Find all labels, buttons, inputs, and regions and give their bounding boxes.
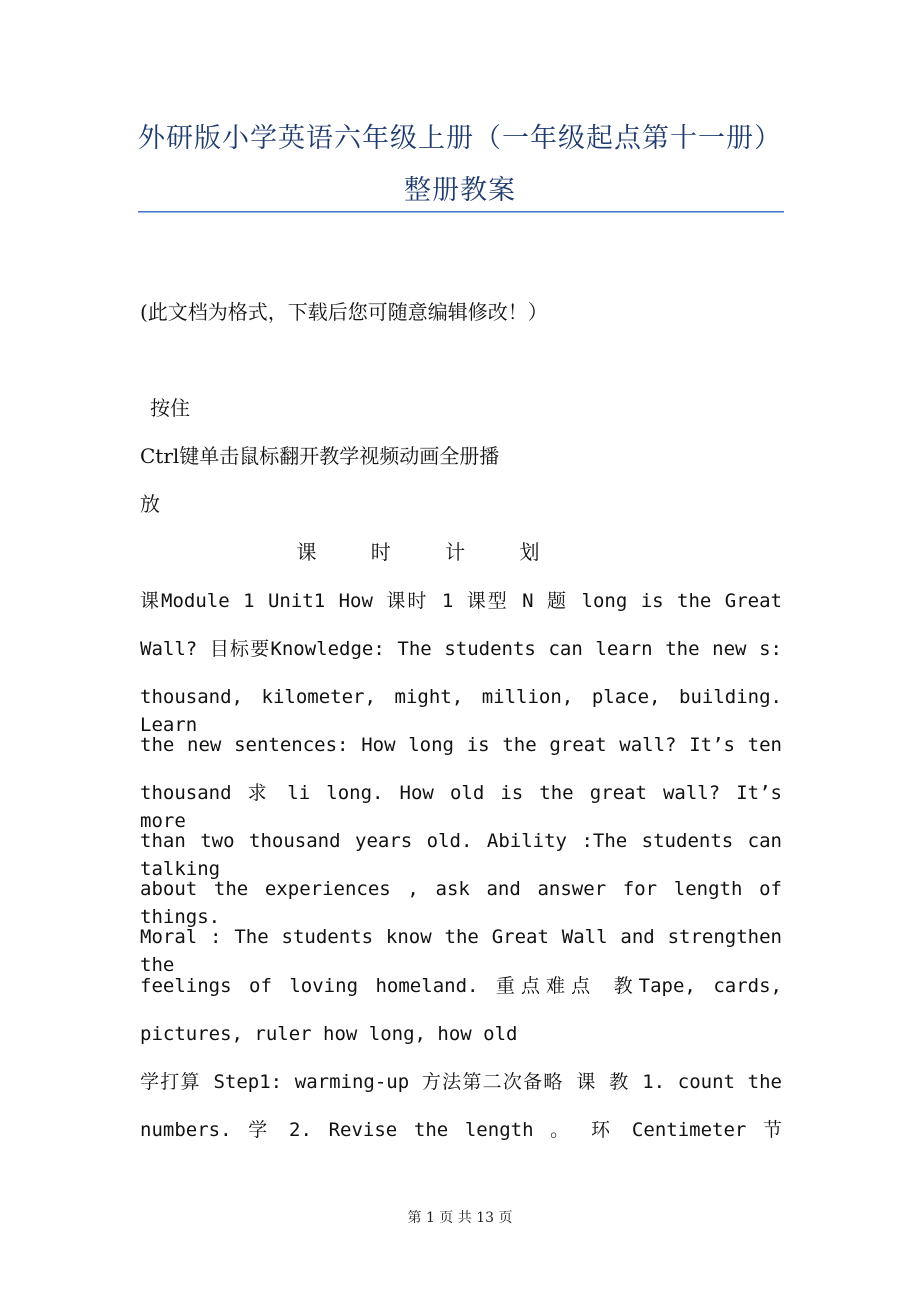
instruction-line-3: 放 — [140, 492, 160, 516]
editing-note: (此文档为格式，下载后您可随意编辑修改！） — [140, 300, 548, 324]
body-line: 学打算 Step1: warming-up 方法第二次备略 课 教 1. count the — [140, 1071, 782, 1093]
instruction-line-1: 按住 — [150, 396, 190, 420]
document-title-line-1: 外研版小学英语六年级上册（一年级起点第十一册） — [138, 123, 782, 154]
body-line: than two thousand years old. Ability :The students can talking — [140, 830, 782, 880]
document-title-line-2: 整册教案 — [404, 175, 516, 206]
body-line: about the experiences , ask and answer for length of things. — [140, 878, 782, 928]
body-line: feelings of loving homeland. 重点难点 教Tape, cards, — [140, 975, 782, 997]
body-line: pictures, ruler how long, how old — [140, 1023, 518, 1045]
body-line: numbers. 学 2. Revise the length 。 环 Centimeter 节 — [140, 1119, 782, 1141]
body-line: thousand, kilometer, might, million, place, building. Learn — [140, 686, 782, 736]
lesson-plan-heading: 课 时 计 划 — [296, 540, 564, 564]
body-line: 课Module 1 Unit1 How 课时 1 课型 N 题 long is the Great — [140, 590, 782, 612]
body-line: Wall? 目标要Knowledge: The students can learn the new s: — [140, 638, 782, 660]
body-line: thousand 求 li long. How old is the great wall? It’s more — [140, 782, 782, 832]
body-line: the new sentences: How long is the great wall? It’s ten — [140, 734, 782, 756]
page-number-footer: 第 1 页 共 13 页 — [407, 1210, 513, 1226]
body-line: Moral : The students know the Great Wall and strengthen the — [140, 926, 782, 976]
instruction-line-2: Ctrl键单击鼠标翻开教学视频动画全册播 — [140, 444, 500, 468]
title-divider — [138, 211, 784, 213]
